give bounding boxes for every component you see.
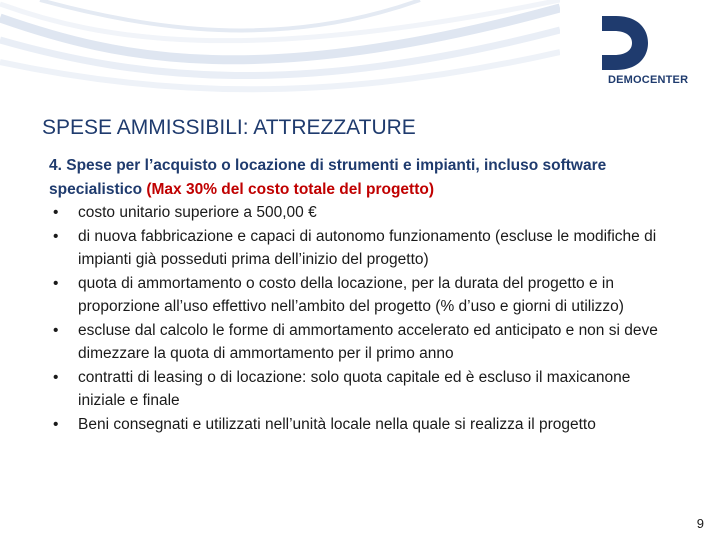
bullet-text: escluse dal calcolo le forme di ammortamento accelerato ed anticipato e non si deve dimezzare la quota di ammortamento per il primo anno (78, 321, 658, 362)
bullet-text: di nuova fabbricazione e capaci di autonomo funzionamento (escluse le modifiche di impianti già posseduti prima dell’inizio del progetto) (78, 227, 657, 268)
intro-text: 4. Spese per l’acquisto o locazione di strumenti e impianti, incluso software specialistico (49, 157, 607, 198)
bullet-icon: • (53, 415, 59, 433)
list-item (49, 225, 679, 272)
page-number: 9 (696, 516, 704, 531)
list-item (49, 366, 679, 413)
bullet-text: Beni consegnati e utilizzati nell’unità locale nella quale si realizza il progetto (78, 415, 596, 433)
bullet-text: quota di ammortamento o costo della locazione, per la durata del progetto e in proporzione all’uso effettivo nell’ambito del progetto (% d’uso e giorni di utilizzo) (78, 274, 624, 315)
bullet-text: costo unitario superiore a 500,00 € (78, 204, 317, 221)
list-item (49, 272, 679, 319)
bullet-icon: • (53, 204, 59, 221)
logo-wordmark: DEMOCENTER (608, 74, 689, 86)
slide-content (49, 154, 679, 436)
list-item (49, 201, 679, 225)
bullet-text: contratti di leasing o di locazione: solo quota capitale ed è escluso il maxicanone iniziale e finale (78, 368, 631, 409)
intro-paragraph (49, 154, 679, 201)
list-item (49, 413, 679, 437)
intro-highlight: (Max 30% del costo totale del progetto) (146, 180, 435, 198)
bullet-list (49, 201, 679, 436)
democenter-logo-mark-icon (594, 12, 650, 74)
bullet-icon: • (53, 368, 59, 386)
bullet-icon: • (53, 227, 59, 245)
decorative-waves (0, 0, 560, 110)
bullet-icon: • (53, 274, 59, 292)
democenter-logo (588, 12, 708, 92)
slide-title: SPESE AMMISSIBILI: ATTREZZATURE (42, 116, 416, 139)
list-item (49, 319, 679, 366)
bullet-icon: • (53, 321, 59, 339)
